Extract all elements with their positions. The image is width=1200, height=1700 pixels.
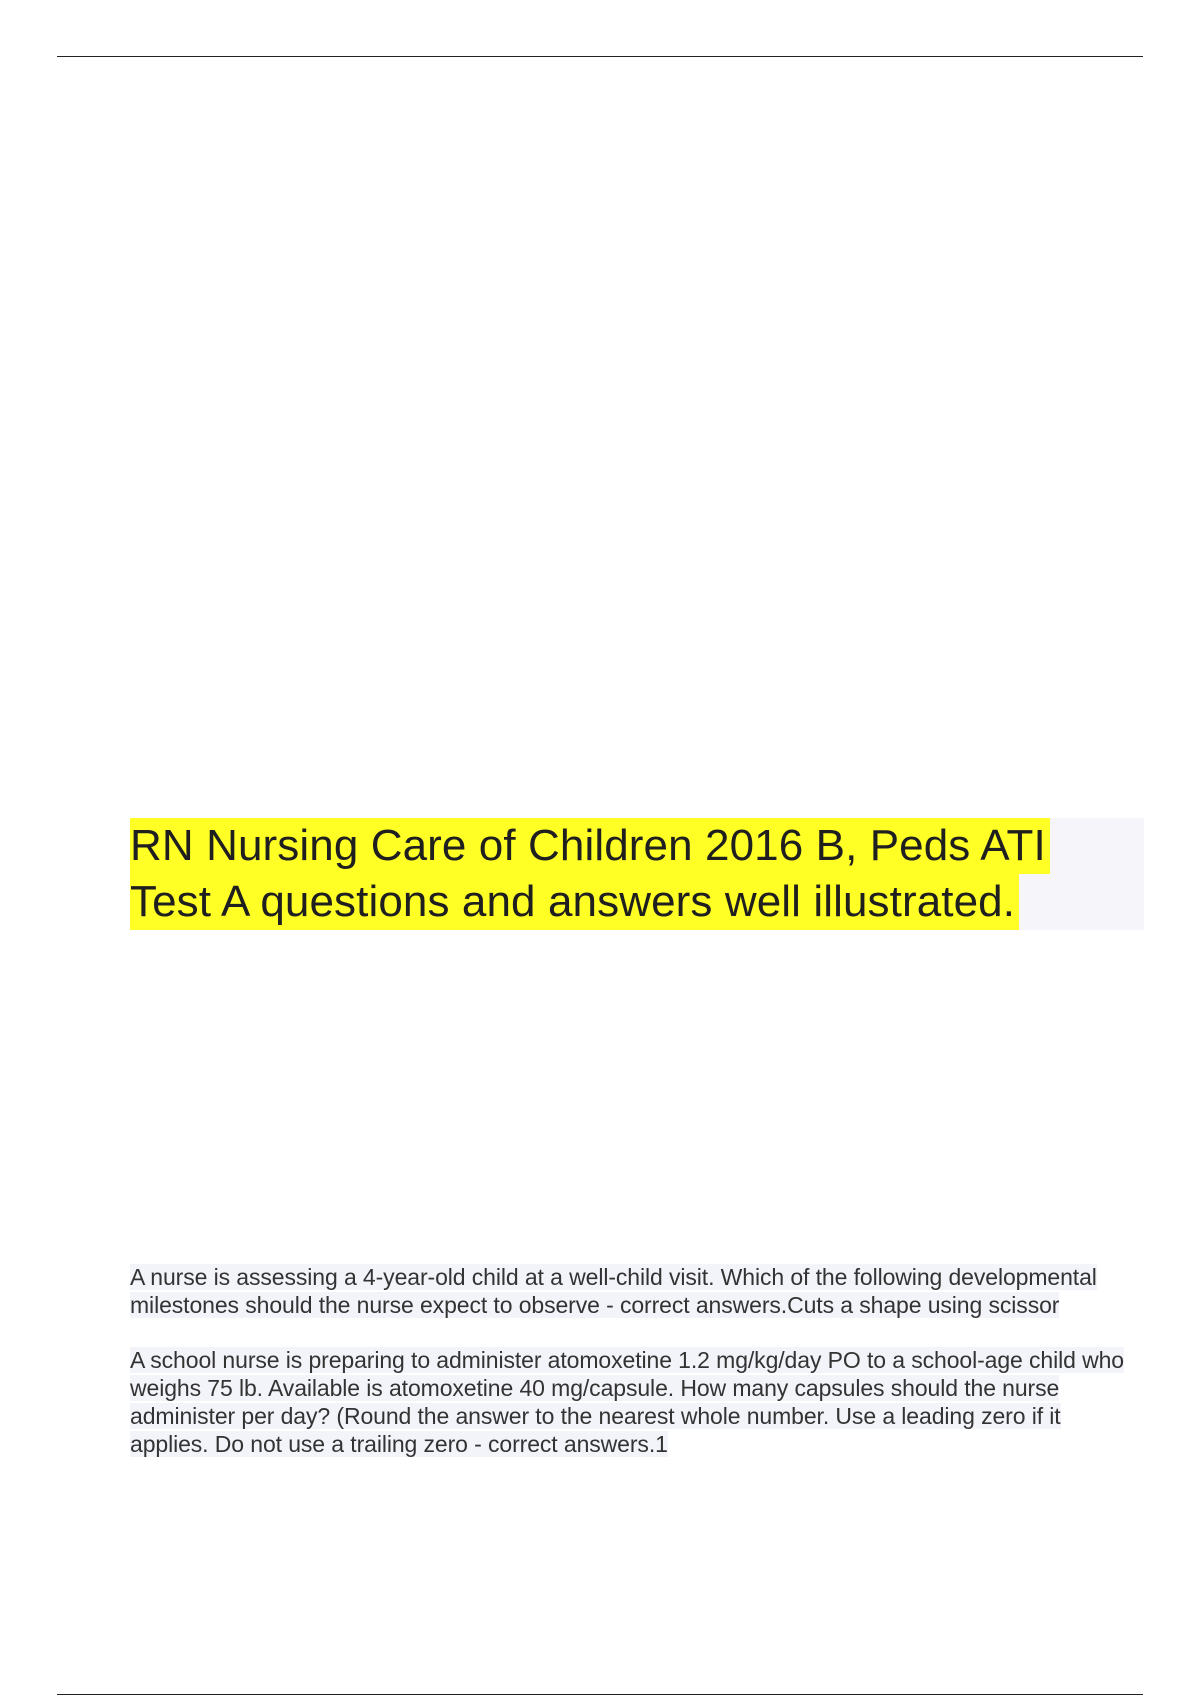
question-text: A school nurse is preparing to administer atomoxetine 1.2 mg/kg/day PO to a school-age child who weighs 75 lb. Available is atomoxetine 40 mg/capsule. How many capsules should the nurse administer per day? (Round the answer to the nearest whole number. Use a leading zero if it applies. Do not use a trailing zero - correct answers.1 [130,1347,1125,1457]
title-line-1: RN Nursing Care of Children 2016 B, Peds ATI [130,818,1050,874]
question-text: A nurse is assessing a 4-year-old child at a well-child visit. Which of the following developmental milestones should the nurse expect to observe - correct answers.Cuts a shape using scissor [130,1264,1097,1318]
question-item [130,1263,1140,1319]
question-item [130,1346,1140,1458]
title-row-1 [130,818,1144,874]
top-rule [57,56,1143,57]
title-line-2: Test A questions and answers well illustrated. [130,874,1019,930]
document-title [130,818,1140,930]
question-list [130,1263,1140,1485]
title-row-2 [130,874,1144,930]
bottom-rule [57,1694,1143,1695]
